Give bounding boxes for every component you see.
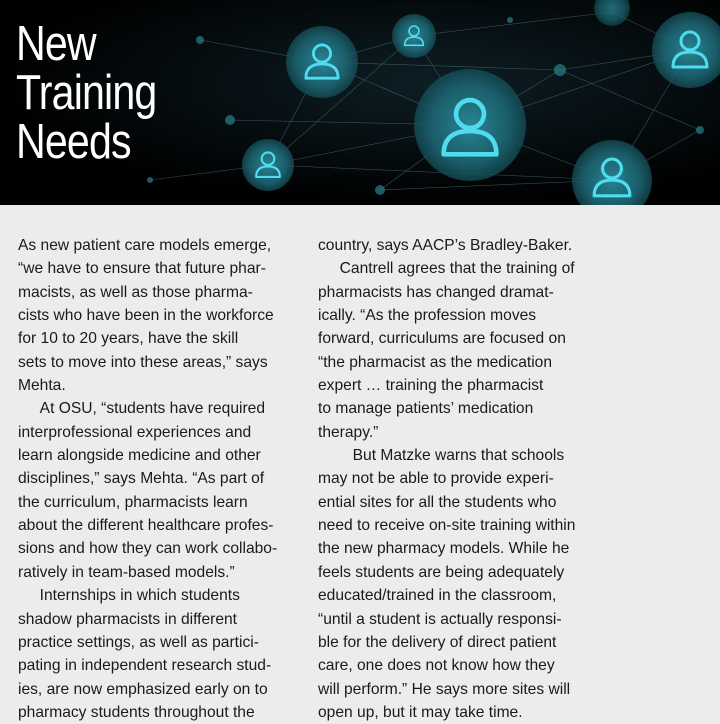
text-line: But Matzke warns that schools [318,447,565,465]
text-line: may not be able to provide experi- [318,470,554,488]
text-line: learn alongside medicine and other [18,447,261,465]
text-line: need to receive on-site training within [318,517,576,535]
article-title [16,17,157,169]
text-line: ies, are now emphasized early on to [18,680,268,698]
text-line: will perform.” He says more sites will [318,680,571,698]
text-line: macists, as well as those pharma- [18,283,253,301]
node-1 [286,26,358,98]
text-line: Cantrell agrees that the training of [318,260,575,278]
text-line: sets to move into these areas,” says [18,353,268,371]
text-line: “until a student is actually responsi- [318,610,562,628]
title-line-3: Needs [16,115,131,169]
text-line: disciplines,” says Mehta. “As part of [18,470,265,488]
text-line: ble for the delivery of direct patient [318,633,557,651]
text-line: “the pharmacist as the medication [318,353,553,371]
text-line: ential sites for all the students who [318,493,557,511]
text-line: pharmacy students throughout the [18,703,255,721]
text-line: about the different healthcare profes- [18,517,274,535]
text-line: shadow pharmacists in different [18,610,238,628]
text-line: practice settings, as well as partici- [18,633,259,651]
node-3 [414,69,526,181]
header-banner [0,0,720,205]
text-line: for 10 to 20 years, have the skill [18,330,239,348]
text-line: care, one does not know how they [318,657,555,675]
text-line: feels students are being adequately [318,563,565,581]
text-line: At OSU, “students have required [18,400,266,418]
text-line: country, says AACP’s Bradley-Baker. [318,237,573,254]
text-line: “we have to ensure that future phar- [18,260,266,278]
text-line: therapy.” [318,423,379,441]
text-line: pharmacists has changed dramat- [318,283,554,301]
text-line: ically. “As the profession moves [318,307,537,325]
text-line: to manage patients’ medication [318,400,534,418]
text-line: interprofessional experiences and [18,423,252,441]
text-line: cists who have been in the workforce [18,307,274,325]
text-line: As new patient care models emerge, [18,237,272,254]
text-line: forward, curriculums are focused on [318,330,566,348]
text-line: pating in independent research stud- [18,657,272,675]
left-column [18,234,318,724]
text-line: the curriculum, pharmacists learn [18,493,248,511]
text-line: Internships in which students [18,587,240,605]
text-line: sions and how they can work collabo- [18,540,278,558]
text-line: the new pharmacy models. While he [318,540,570,558]
text-line: Mehta. [18,377,66,395]
text-line: open up, but it may take time. [318,703,523,721]
right-column [318,234,618,724]
node-2 [392,14,436,58]
article-body [0,205,720,724]
text-line: expert … training the pharmacist [318,377,544,395]
title-line-1: New [16,17,96,71]
text-line: ratively in team-based models.” [18,563,235,581]
title-line-2: Training [16,66,157,120]
node-4 [242,139,294,191]
text-line: educated/trained in the classroom, [318,587,557,605]
